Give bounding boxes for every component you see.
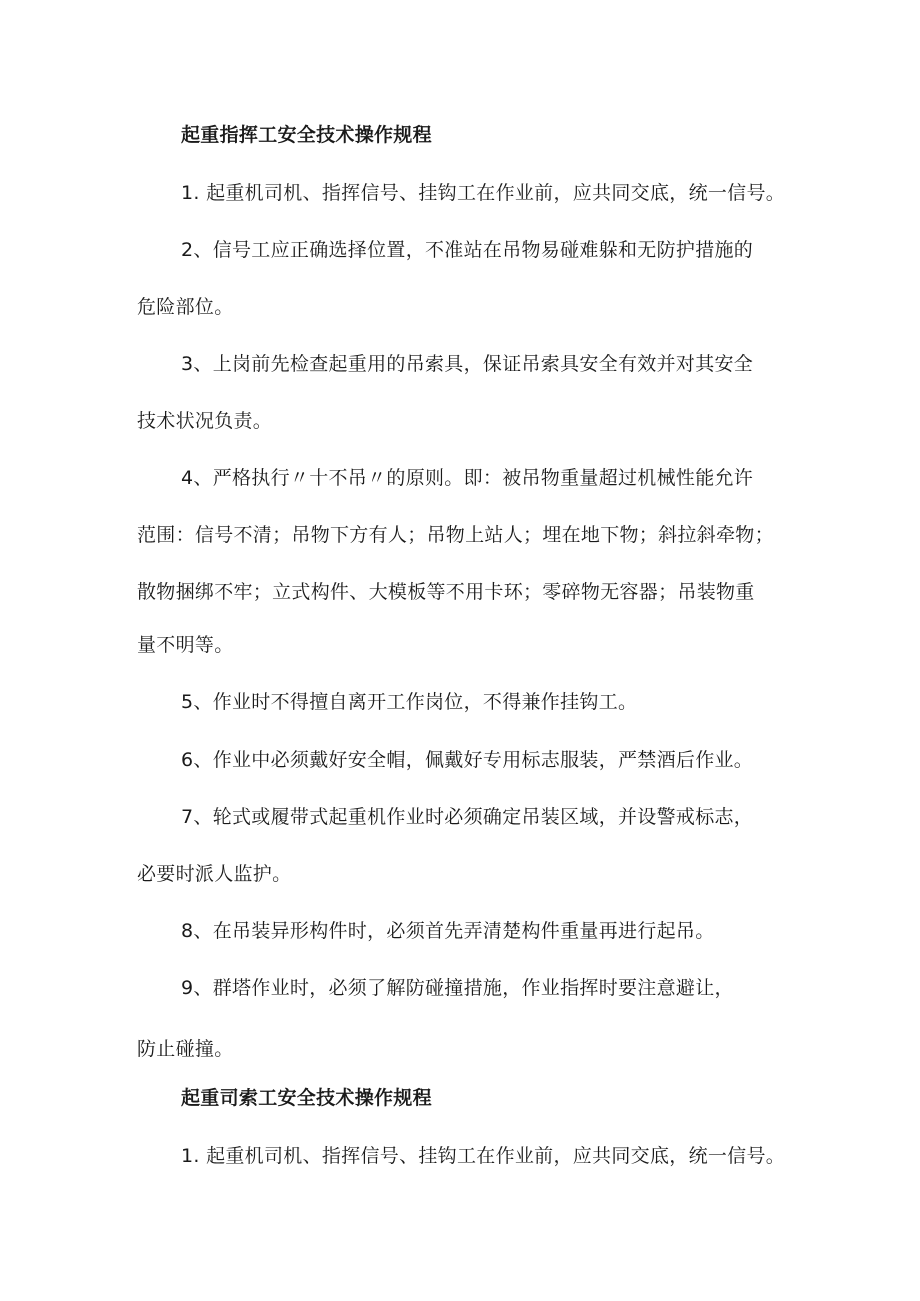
paragraph-line: 5、作业时不得擅自离开工作岗位，不得兼作挂钩工。 — [181, 691, 638, 713]
paragraph-line: 量不明等。 — [137, 634, 234, 656]
paragraph-line: 9、群塔作业时，必须了解防碰撞措施，作业指挥时要注意避让， — [181, 977, 734, 999]
paragraph-line: 必要时派人监护。 — [137, 863, 292, 885]
paragraph-line: 范围：信号不清；吊物下方有人；吊物上站人；埋在地下物；斜拉斜牵物； — [137, 524, 774, 546]
paragraph-line: 技术状况负责。 — [137, 410, 273, 432]
section-title-rigger: 起重司索工安全技术操作规程 — [181, 1087, 432, 1109]
paragraph-line: 1. 起重机司机、指挥信号、挂钩工在作业前，应共同交底，统一信号。 — [181, 182, 786, 204]
paragraph-line: 7、轮式或履带式起重机作业时必须确定吊装区域，并设警戒标志， — [181, 806, 754, 828]
paragraph-line: 4、严格执行〃十不吊〃的原则。即：被吊物重量超过机械性能允许 — [181, 467, 754, 489]
paragraph-line: 危险部位。 — [137, 296, 234, 318]
section-title-signal-worker: 起重指挥工安全技术操作规程 — [181, 124, 432, 146]
paragraph-line: 防止碰撞。 — [137, 1038, 234, 1060]
paragraph-line: 2、信号工应正确选择位置，不准站在吊物易碰难躲和无防护措施的 — [181, 239, 754, 261]
paragraph-line: 3、上岗前先检查起重用的吊索具，保证吊索具安全有效并对其安全 — [181, 353, 754, 375]
paragraph-line: 6、作业中必须戴好安全帽，佩戴好专用标志服装，严禁酒后作业。 — [181, 749, 754, 771]
paragraph-line: 8、在吊装异形构件时，必须首先弄清楚构件重量再进行起吊。 — [181, 920, 715, 942]
paragraph-line: 1. 起重机司机、指挥信号、挂钩工在作业前，应共同交底，统一信号。 — [181, 1145, 786, 1167]
paragraph-line: 散物捆绑不牢；立式构件、大模板等不用卡环；零碎物无容器；吊装物重 — [137, 581, 755, 603]
